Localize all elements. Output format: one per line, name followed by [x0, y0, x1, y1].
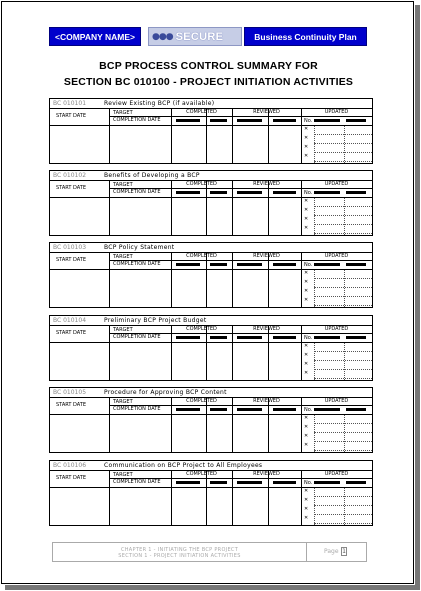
number-header: No.: [304, 262, 313, 268]
update-dotted-rule: [314, 496, 372, 497]
target-header: TARGET: [113, 327, 133, 333]
update-dotted-rule: [314, 351, 372, 352]
update-dotted-divider: [314, 198, 315, 235]
section-code: BC 010102: [53, 172, 87, 179]
checkbox-x-icon: ✕: [304, 144, 309, 150]
update-dotted-rule: [314, 514, 372, 515]
logo-text: SECURE: [175, 30, 224, 43]
completion-date-header: COMPLETION DATE: [113, 189, 161, 195]
signature-bar: [346, 119, 366, 122]
header-bottom-rule: [50, 414, 372, 415]
signature-bar: [273, 263, 296, 266]
update-dotted-rule: [314, 224, 372, 225]
target-header: TARGET: [113, 182, 133, 188]
update-dotted-divider: [314, 488, 315, 525]
completion-date-header: COMPLETION DATE: [113, 406, 161, 412]
footer-page-number: 1: [342, 548, 346, 555]
signature-bar: [176, 481, 200, 484]
update-dotted-divider: [314, 343, 315, 380]
completion-date-header: COMPLETION DATE: [113, 261, 161, 267]
update-dotted-rule: [314, 305, 372, 306]
update-dotted-rule: [314, 233, 372, 234]
reviewed-header: REVIEWED: [253, 326, 280, 332]
signature-bar: [237, 263, 262, 266]
header-bottom-rule: [50, 342, 372, 343]
checkbox-x-icon: ✕: [304, 515, 309, 521]
section-header: [50, 316, 372, 326]
page-footer: [52, 542, 367, 562]
reviewed-header: REVIEWED: [253, 109, 280, 115]
start-date-header: START DATE: [56, 475, 87, 481]
updated-header: UPDATED: [324, 109, 349, 115]
section-header: [50, 243, 372, 253]
update-dotted-divider: [314, 126, 315, 163]
checkbox-x-icon: ✕: [304, 488, 309, 494]
section-title: Preliminary BCP Project Budget: [104, 317, 207, 324]
update-dotted-divider: [344, 343, 345, 380]
signature-bar: [210, 119, 227, 122]
update-dotted-rule: [314, 450, 372, 451]
footer-line-2: SECTION 1 - PROJECT INITIATION ACTIVITIES: [118, 553, 241, 559]
column-divider: [109, 470, 110, 525]
checkbox-x-icon: ✕: [304, 424, 309, 430]
section-header: [50, 99, 372, 109]
header-bottom-rule: [50, 197, 372, 198]
column-divider: [206, 180, 207, 235]
checkbox-x-icon: ✕: [304, 198, 309, 204]
signature-bar: [273, 408, 296, 411]
bcp-section: [49, 315, 373, 381]
completed-header: COMPLETED: [186, 326, 217, 332]
column-divider: [268, 180, 269, 235]
column-divider: [268, 108, 269, 163]
signature-bar: [237, 119, 262, 122]
update-dotted-divider: [344, 488, 345, 525]
target-header: TARGET: [113, 472, 133, 478]
reviewed-header: REVIEWED: [253, 253, 280, 259]
section-title: Benefits of Developing a BCP: [104, 172, 200, 179]
checkbox-x-icon: ✕: [304, 135, 309, 141]
update-dotted-rule: [314, 278, 372, 279]
start-date-header: START DATE: [56, 185, 87, 191]
section-title: Procedure for Approving BCP Content: [104, 389, 227, 396]
update-dotted-rule: [314, 505, 372, 506]
update-dotted-rule: [314, 423, 372, 424]
completed-header: COMPLETED: [186, 109, 217, 115]
target-header: TARGET: [113, 110, 133, 116]
update-dotted-rule: [314, 206, 372, 207]
signature-bar: [237, 481, 262, 484]
column-divider: [206, 397, 207, 452]
signature-bar: [176, 408, 200, 411]
column-divider: [109, 108, 110, 163]
update-dotted-divider: [344, 415, 345, 452]
number-header: No.: [304, 190, 313, 196]
column-divider: [109, 252, 110, 307]
completed-header: COMPLETED: [186, 471, 217, 477]
footer-chapter: [53, 547, 306, 559]
checkbox-x-icon: ✕: [304, 207, 309, 213]
page-title: BCP PROCESS CONTROL SUMMARY FOR: [99, 60, 318, 72]
completed-header: COMPLETED: [186, 398, 217, 404]
page-shadow-right: [415, 5, 420, 587]
checkbox-x-icon: ✕: [304, 297, 309, 303]
update-dotted-rule: [314, 360, 372, 361]
start-date-header: START DATE: [56, 113, 87, 119]
column-divider: [268, 470, 269, 525]
header-bottom-rule: [50, 125, 372, 126]
update-dotted-rule: [314, 134, 372, 135]
signature-bar: [346, 481, 366, 484]
updated-header: UPDATED: [324, 398, 349, 404]
signature-bar: [176, 191, 200, 194]
bcp-section: [49, 460, 373, 526]
company-logo: [148, 27, 242, 46]
signature-bar: [176, 263, 200, 266]
signature-bar: [237, 336, 262, 339]
column-divider: [268, 397, 269, 452]
footer-page-label: Page: [324, 548, 339, 555]
signature-bar: [346, 336, 366, 339]
document-page: [1, 1, 414, 584]
section-title: BCP Policy Statement: [104, 244, 175, 251]
signature-bar: [314, 336, 340, 339]
checkbox-x-icon: ✕: [304, 270, 309, 276]
checkbox-x-icon: ✕: [304, 279, 309, 285]
update-dotted-divider: [344, 198, 345, 235]
column-divider: [206, 325, 207, 380]
footer-line-1: CHAPTER 1 - INITIATING THE BCP PROJECT: [120, 547, 239, 553]
section-header: [50, 461, 372, 471]
update-dotted-rule: [314, 215, 372, 216]
signature-bar: [176, 336, 200, 339]
update-dotted-rule: [314, 441, 372, 442]
number-header: No.: [304, 118, 313, 124]
target-header: TARGET: [113, 254, 133, 260]
start-date-header: START DATE: [56, 257, 87, 263]
completed-header: COMPLETED: [186, 181, 217, 187]
section-header: [50, 388, 372, 398]
signature-bar: [273, 119, 296, 122]
number-header: No.: [304, 407, 313, 413]
checkbox-x-icon: ✕: [304, 361, 309, 367]
section-title: Communication on BCP Project to All Employees: [104, 462, 263, 469]
completion-date-header: COMPLETION DATE: [113, 334, 161, 340]
checkbox-x-icon: ✕: [304, 216, 309, 222]
plan-title-banner: Business Continuity Plan: [244, 27, 367, 46]
completion-date-header: COMPLETION DATE: [113, 117, 161, 123]
updated-header: UPDATED: [324, 326, 349, 332]
signature-bar: [346, 263, 366, 266]
update-dotted-rule: [314, 161, 372, 162]
signature-bar: [176, 119, 200, 122]
checkbox-x-icon: ✕: [304, 415, 309, 421]
update-dotted-divider: [314, 415, 315, 452]
update-dotted-rule: [314, 432, 372, 433]
column-divider: [268, 325, 269, 380]
checkbox-x-icon: ✕: [304, 126, 309, 132]
section-code: BC 010101: [53, 100, 87, 107]
checkbox-x-icon: ✕: [304, 433, 309, 439]
section-code: BC 010106: [53, 462, 87, 469]
checkbox-x-icon: ✕: [304, 225, 309, 231]
page-subtitle: SECTION BC 010100 - PROJECT INITIATION ACTIVITIES: [63, 76, 354, 88]
signature-bar: [273, 191, 296, 194]
signature-bar: [273, 336, 296, 339]
column-divider: [109, 180, 110, 235]
column-divider: [206, 470, 207, 525]
signature-bar: [210, 191, 227, 194]
start-date-header: START DATE: [56, 402, 87, 408]
section-title: Review Existing BCP (if available): [104, 100, 215, 107]
update-dotted-divider: [344, 270, 345, 307]
checkbox-x-icon: ✕: [304, 506, 309, 512]
signature-bar: [314, 408, 340, 411]
signature-bar: [210, 336, 227, 339]
signature-bar: [210, 481, 227, 484]
update-dotted-divider: [314, 270, 315, 307]
number-header: No.: [304, 480, 313, 486]
signature-bar: [314, 481, 340, 484]
column-divider: [109, 397, 110, 452]
company-name-banner: <COMPANY NAME>: [49, 27, 141, 46]
signature-bar: [237, 408, 262, 411]
column-divider: [206, 108, 207, 163]
target-header: TARGET: [113, 399, 133, 405]
completion-date-header: COMPLETION DATE: [113, 479, 161, 485]
column-divider: [268, 252, 269, 307]
checkbox-x-icon: ✕: [304, 153, 309, 159]
completed-header: COMPLETED: [186, 253, 217, 259]
reviewed-header: REVIEWED: [253, 471, 280, 477]
update-dotted-rule: [314, 523, 372, 524]
bcp-section: [49, 98, 373, 164]
update-dotted-rule: [314, 152, 372, 153]
update-dotted-rule: [314, 143, 372, 144]
signature-bar: [237, 191, 262, 194]
header-bottom-rule: [50, 269, 372, 270]
update-dotted-divider: [344, 126, 345, 163]
signature-bar: [314, 119, 340, 122]
reviewed-header: REVIEWED: [253, 181, 280, 187]
section-code: BC 010103: [53, 244, 87, 251]
checkbox-x-icon: ✕: [304, 497, 309, 503]
bcp-section: [49, 387, 373, 453]
checkbox-x-icon: ✕: [304, 288, 309, 294]
signature-bar: [273, 481, 296, 484]
page-shadow-bottom: [5, 585, 420, 590]
signature-bar: [210, 263, 227, 266]
reviewed-header: REVIEWED: [253, 398, 280, 404]
checkbox-x-icon: ✕: [304, 343, 309, 349]
signature-bar: [346, 191, 366, 194]
signature-bar: [210, 408, 227, 411]
logo-dots-icon: ●●●: [152, 31, 173, 42]
bcp-section: [49, 170, 373, 236]
section-code: BC 010105: [53, 389, 87, 396]
column-divider: [109, 325, 110, 380]
updated-header: UPDATED: [324, 181, 349, 187]
signature-bar: [314, 191, 340, 194]
updated-header: UPDATED: [324, 471, 349, 477]
start-date-header: START DATE: [56, 330, 87, 336]
number-header: No.: [304, 335, 313, 341]
update-dotted-rule: [314, 378, 372, 379]
signature-bar: [346, 408, 366, 411]
checkbox-x-icon: ✕: [304, 352, 309, 358]
updated-header: UPDATED: [324, 253, 349, 259]
checkbox-x-icon: ✕: [304, 442, 309, 448]
update-dotted-rule: [314, 296, 372, 297]
column-divider: [206, 252, 207, 307]
section-header: [50, 171, 372, 181]
section-code: BC 010104: [53, 317, 87, 324]
update-dotted-rule: [314, 369, 372, 370]
signature-bar: [314, 263, 340, 266]
checkbox-x-icon: ✕: [304, 370, 309, 376]
footer-separator: [306, 543, 307, 561]
bcp-section: [49, 242, 373, 308]
update-dotted-rule: [314, 287, 372, 288]
header-bottom-rule: [50, 487, 372, 488]
